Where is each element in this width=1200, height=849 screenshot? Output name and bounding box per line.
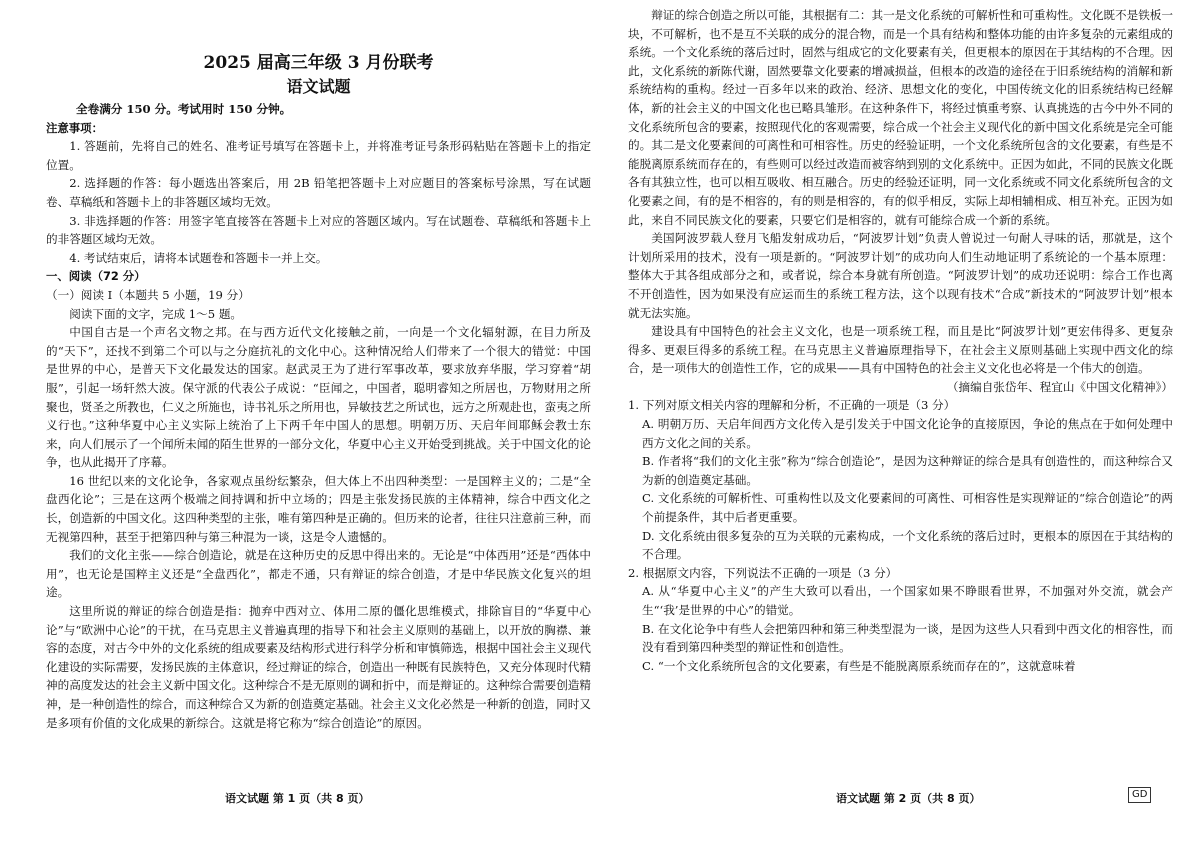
article-paragraph: 中国自古是一个声名文物之邦。在与西方近代文化接触之前，一向是一个文化辐射源，在目力所及的“天下”，还找不到第二个可以与之分庭抗礼的文化中心。这种情况给人们带来了一个很大的错觉：中国是世界的中心，是普天下文化最发达的国家。赵武灵王为了进行军事改革，要求放弃华服，学习穿着“胡服”，引起一场轩然大波。保守派的代表公子成说：“臣闻之，中国者，聪明睿知之所居也，万物财用之所聚也，贤圣之所教也，仁义之所施也，诗书礼乐之所用也，异敏技艺之所试也，远方之所观赴也，蛮夷之所义行也。”这种华夏中心主义实际上统治了上下两千年中国人的思想。明朝万历、天启年间耶稣会教士东来，向人们展示了一个闻所未闻的陌生世界的一部分文化，华夏中心主义开始受到挑战。关于中国文化的论争，也从此揭开了序幕。	[46, 325, 591, 470]
article-source: （摘编自张岱年、程宜山《中国文化精神》）	[946, 379, 1173, 394]
note-item: 3. 非选择题的作答：用签字笔直接答在答题卡上对应的答题区域内。写在试题卷、草稿纸和答题卡上的非答题区域均无效。	[46, 213, 591, 247]
article-paragraph: 我们的文化主张——综合创造论，就是在这种历史的反思中得出来的。无论是“中体西用”还是“西体中用”，也无论是国粹主义还是“全盘西化”，都走不通，只有辩证的综合创造，才是中华民族文化复兴的坦途。	[46, 548, 591, 600]
notes-heading: 注意事项：	[46, 120, 103, 135]
region-badge: GD	[1128, 787, 1151, 803]
section-heading: 一、阅读（72 分）	[46, 269, 146, 284]
question-1-option-b: B. 作者将“我们的文化主张”称为“综合创造论”，是因为这种辩证的综合是具有创造性的，而这种综合又为新的创造奠定基础。	[642, 454, 1173, 487]
question-2-option-b: B. 在文化论争中有些人会把第四种和第三种类型混为一谈，是因为这些人只看到中西文化的相容性，而没有看到第四种类型的辩证性和创造性。	[642, 621, 1173, 655]
question-1-option-d: D. 文化系统由很多复杂的互为关联的元素构成，一个文化系统的落后过时，更根本的原因在于其结构的不合理。	[642, 528, 1173, 562]
question-2-stem: 2. 根据原文内容，下列说法不正确的一项是（3 分）	[628, 565, 898, 580]
question-1-option-c: C. 文化系统的可解析性、可重构性以及文化要素间的可离性、可相容性是实现辩证的“综合创造论”的两个前提条件，其中后者更重要。	[642, 491, 1173, 525]
page-1-column	[46, 8, 591, 732]
page-1-footer: 语文试题 第 1 页（共 8 页）	[225, 792, 370, 805]
article-paragraph: 美国阿波罗载人登月飞船发射成功后，“阿波罗计划”负责人曾说过一句耐人寻味的话，那就是，这个计划所采用的技术，没有一项是新的。“阿波罗计划”的成功向人们生动地证明了系统论的一个基本原理：整体大于其各组成部分之和，或者说，综合本身就有所创造。“阿波罗计划”的成功还说明：综合工作也离不开创造性，因为如果没有应运而生的系统工程方法，这个以现有技术“合成”新技术的“阿波罗计划”根本就无法实施。	[628, 231, 1173, 320]
article-paragraph: 16 世纪以来的文化论争，各家观点虽纷纭繁杂，但大体上不出四种类型：一是国粹主义的；二是“全盘西化论”；三是在这两个极端之间持调和折中立场的；四是主张发扬民族的主体精神，综合中西文化之长，创造新的中国文化。这四种类型的主张，唯有第四种是正确的。但历来的论者，往往只注意前三种，而无视第四种，甚至于把第四种与第三种混为一谈，这是令人遗憾的。	[46, 473, 591, 544]
article-paragraph: 辩证的综合创造之所以可能，其根据有二：其一是文化系统的可解析性和可重构性。文化既不是铁板一块，不可解析，也不是互不关联的成分的混合物，而是一个具有结构和整体功能的由许多复杂的元素组成的系统。一个文化系统的落后过时，固然与组成它的文化要素有关，但更根本的原因在于其结构的不合理。因此，文化系统的新陈代谢，固然要靠文化要素的增减损益，但根本的改造的途径在于旧系统结构的消解和新系统结构的重构。经过一百多年以来的政治、经济、思想文化的变化，中国传统文化的旧系统结构已经解体，新的社会主义的中国文化也已略具雏形。在这种条件下，将经过慎重考察、认真挑选的古今中外不同的文化系统所包含的要素，按照现代化的客观需要，综合成一个社会主义现代化的新中国文化系统是完全可能的。其二是文化要素间的可离性和可相容性。历史的经验证明，一个文化系统所包含的文化要素，有些是不能脱离原系统而存在的，有些则可以经过改造而被容纳到别的文化系统中。正因为如此，不同的民族文化既各有其独立性，也可以相互吸收、相互融合。历史的经验还证明，同一文化系统或不同文化系统所包含的文化要素之间，有的是不相容的，有的则是相容的，有的似乎相反，实际上却相辅相成、相互补充。正因为如此，来自不同民族文化的要素，只要它们是相容的，就有可能综合成一个新的系统。	[628, 8, 1173, 227]
note-item: 4. 考试结束后，请将本试题卷和答题卡一并上交。	[69, 250, 328, 265]
note-item: 1. 答题前，先将自己的姓名、准考证号填写在答题卡上，并将准考证号条形码粘贴在答题卡上的指定位置。	[46, 139, 591, 172]
exam-title: 2025 届高三年级 3 月份联考	[203, 53, 434, 73]
exam-subtitle: 语文试题	[286, 77, 351, 96]
question-1-option-a: A. 明朝万历、天启年间西方文化传入是引发关于中国文化论争的直接原因，争论的焦点在于如何处理中西方文化之间的关系。	[642, 417, 1173, 450]
reading-instruction: 阅读下面的文字，完成 1～5 题。	[69, 306, 243, 321]
question-2-option-c: C. “一个文化系统所包含的文化要素，有些是不能脱离原系统而存在的”，这就意味着	[642, 658, 1076, 673]
exam-meta: 全卷满分 150 分。考试用时 150 分钟。	[76, 102, 292, 116]
article-paragraph: 建设具有中国特色的社会主义文化，也是一项系统工程，而且是比“阿波罗计划”更宏伟得多、更复杂得多、更艰巨得多的系统工程。在马克思主义普遍原理指导下，在社会主义原则基础上实现中西文化的综合，是一项伟大的创造性工作，它的成果——具有中国特色的社会主义文化也必将是一个伟大的创造。	[628, 324, 1173, 376]
article-paragraph: 这里所说的辩证的综合创造是指：抛弃中西对立、体用二原的僵化思维模式，排除盲目的“华夏中心论”与“欧洲中心论”的干扰，在马克思主义普遍真理的指导下和社会主义原则的基础上，以开放的胸襟、兼容的态度，对古今中外的文化系统的组成要素及结构形式进行科学分析和审慎筛选，根据中国社会主义现代化建设的实际需要，发扬民族的主体意识，经过辩证的综合，创造出一种既有民族特色，又充分体现时代精神的高度发达的社会主义新中国文化。这种综合不是无原则的调和折中，而是辩证的。这种综合需要创造精神，是一种创造性的综合，而这种综合又为新的创造奠定基础。社会主义文化必然是一种新的创造，同时又是多项有价值的文化成果的新综合。这就是将它称为“综合创造论”的原因。	[46, 604, 591, 730]
question-1-stem: 1. 下列对原文相关内容的理解和分析，不正确的一项是（3 分）	[628, 398, 956, 413]
note-item: 2. 选择题的作答：每小题选出答案后，用 2B 铅笔把答题卡上对应题目的答案标号涂黑，写在试题卷、草稿纸和答题卡上的非答题区域均无效。	[46, 176, 591, 209]
question-2-option-a: A. 从“华夏中心主义”的产生大致可以看出，一个国家如果不睁眼看世界，不加强对外交流，就会产生“‘我’是世界的中心”的错觉。	[642, 584, 1173, 617]
subsection-heading: （一）阅读 Ⅰ（本题共 5 小题，19 分）	[46, 287, 250, 302]
page-2-column	[628, 6, 1173, 675]
page-2-footer: 语文试题 第 2 页（共 8 页）	[836, 792, 981, 805]
